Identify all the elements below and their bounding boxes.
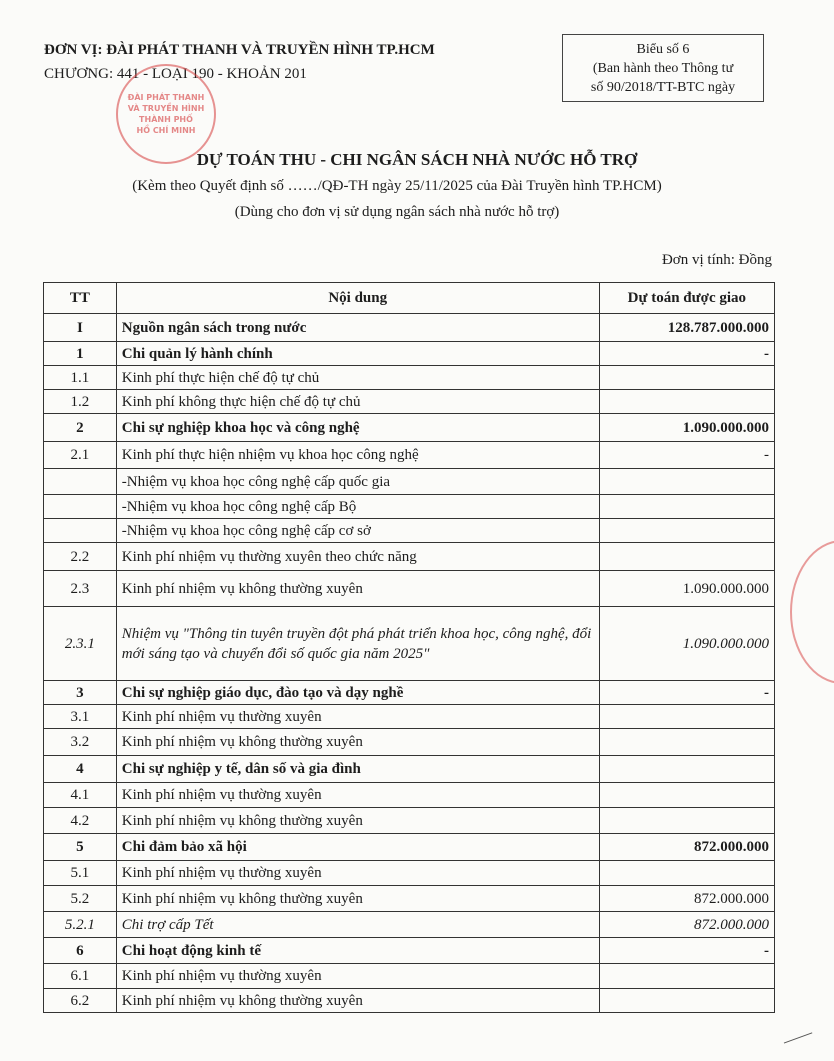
row-content: Chi sự nghiệp khoa học và công nghệ [116, 414, 599, 442]
row-content: Kinh phí nhiệm vụ thường xuyên [116, 783, 599, 808]
row-amount [599, 390, 774, 414]
form-basis-line2: số 90/2018/TT-BTC ngày [590, 80, 736, 95]
row-amount: 128.787.000.000 [599, 314, 774, 342]
row-number: 4.1 [44, 783, 117, 808]
form-number-box [562, 34, 764, 102]
table-row [44, 390, 775, 414]
table-body [44, 314, 775, 1013]
row-amount: 1.090.000.000 [599, 571, 774, 607]
row-content: Kinh phí nhiệm vụ không thường xuyên [116, 886, 599, 912]
row-content: Kinh phí thực hiện chế độ tự chủ [116, 366, 599, 390]
row-amount [599, 808, 774, 834]
row-number: I [44, 314, 117, 342]
row-number: 1.2 [44, 390, 117, 414]
row-amount: 872.000.000 [599, 912, 774, 938]
table-row [44, 469, 775, 495]
red-stamp: ĐÀI PHÁT THANH VÀ TRUYỀN HÌNH THÀNH PHỐ HỒ CHÍ MINH [116, 64, 216, 164]
row-amount [599, 495, 774, 519]
row-amount: - [599, 442, 774, 469]
row-number: 2.3 [44, 571, 117, 607]
row-content: Chi quản lý hành chính [116, 342, 599, 366]
row-number: 6.1 [44, 964, 117, 989]
organization-header [44, 38, 435, 86]
row-content: Kinh phí nhiệm vụ không thường xuyên [116, 808, 599, 834]
table-row [44, 989, 775, 1013]
table-row [44, 808, 775, 834]
table-row [44, 519, 775, 543]
signature-mark [778, 1015, 813, 1043]
header-amount: Dự toán được giao [599, 283, 774, 314]
row-content: Kinh phí nhiệm vụ thường xuyên theo chức năng [116, 543, 599, 571]
form-basis-line1: (Ban hành theo Thông tư [592, 61, 734, 76]
row-number: 2.1 [44, 442, 117, 469]
budget-table [43, 282, 775, 1013]
row-amount: - [599, 342, 774, 366]
row-amount: 872.000.000 [599, 834, 774, 861]
row-content: Kinh phí nhiệm vụ không thường xuyên [116, 571, 599, 607]
table-row [44, 366, 775, 390]
red-stamp-partial [790, 540, 834, 684]
row-amount [599, 756, 774, 783]
row-number: 1 [44, 342, 117, 366]
row-content: -Nhiệm vụ khoa học công nghệ cấp Bộ [116, 495, 599, 519]
row-number: 3.2 [44, 729, 117, 756]
row-content: Kinh phí nhiệm vụ thường xuyên [116, 964, 599, 989]
table-row [44, 314, 775, 342]
row-content: Chi trợ cấp Tết [116, 912, 599, 938]
row-amount [599, 469, 774, 495]
table-row [44, 571, 775, 607]
table-row [44, 607, 775, 681]
row-amount [599, 543, 774, 571]
table-row [44, 543, 775, 571]
row-number: 2.2 [44, 543, 117, 571]
row-number: 1.1 [44, 366, 117, 390]
row-number: 5 [44, 834, 117, 861]
table-row [44, 729, 775, 756]
row-number: 4 [44, 756, 117, 783]
row-amount [599, 519, 774, 543]
form-number: Biểu số 6 [636, 42, 690, 57]
row-content: Kinh phí nhiệm vụ không thường xuyên [116, 989, 599, 1013]
row-number [44, 495, 117, 519]
table-row [44, 912, 775, 938]
document-subtitle: (Kèm theo Quyết định số ……/QĐ-TH ngày 25/11/2025 của Đài Truyền hình TP.HCM) [132, 178, 662, 194]
row-content: Kinh phí thực hiện nhiệm vụ khoa học công nghệ [116, 442, 599, 469]
row-number: 5.2 [44, 886, 117, 912]
table-row [44, 495, 775, 519]
row-content: Chi sự nghiệp giáo dục, đào tạo và dạy nghề [116, 681, 599, 705]
header-content: Nội dung [116, 283, 599, 314]
document-subtitle-2: (Dùng cho đơn vị sử dụng ngân sách nhà nước hỗ trợ) [234, 204, 560, 220]
row-amount [599, 729, 774, 756]
table-row [44, 861, 775, 886]
row-content: Chi hoạt động kinh tế [116, 938, 599, 964]
row-amount: 1.090.000.000 [599, 414, 774, 442]
row-content: -Nhiệm vụ khoa học công nghệ cấp quốc gia [116, 469, 599, 495]
row-content: Kinh phí không thực hiện chế độ tự chủ [116, 390, 599, 414]
table-row [44, 681, 775, 705]
row-number: 4.2 [44, 808, 117, 834]
row-amount [599, 861, 774, 886]
row-number: 5.1 [44, 861, 117, 886]
row-number [44, 469, 117, 495]
row-number: 3.1 [44, 705, 117, 729]
row-amount [599, 366, 774, 390]
table-row [44, 783, 775, 808]
table-row [44, 886, 775, 912]
row-content: Nhiệm vụ "Thông tin tuyên truyền đột phá phát triển khoa học, công nghệ, đổi mới sáng tạo và chuyển đổi số quốc gia năm 2025" [116, 607, 599, 681]
table-row [44, 342, 775, 366]
table-row [44, 834, 775, 861]
row-content: Chi sự nghiệp y tế, dân số và gia đình [116, 756, 599, 783]
table-row [44, 442, 775, 469]
row-amount [599, 989, 774, 1013]
row-number [44, 519, 117, 543]
table-row [44, 705, 775, 729]
row-content: Kinh phí nhiệm vụ không thường xuyên [116, 729, 599, 756]
row-amount [599, 705, 774, 729]
row-content: Nguồn ngân sách trong nước [116, 314, 599, 342]
row-number: 3 [44, 681, 117, 705]
row-content: Kinh phí nhiệm vụ thường xuyên [116, 705, 599, 729]
currency-unit: Đơn vị tính: Đồng [661, 252, 772, 268]
row-amount: - [599, 681, 774, 705]
row-number: 2 [44, 414, 117, 442]
document-title: DỰ TOÁN THU - CHI NGÂN SÁCH NHÀ NƯỚC HỖ TRỢ [196, 150, 638, 169]
header-tt: TT [44, 283, 117, 314]
row-amount: - [599, 938, 774, 964]
row-content: Kinh phí nhiệm vụ thường xuyên [116, 861, 599, 886]
table-row [44, 756, 775, 783]
row-number: 5.2.1 [44, 912, 117, 938]
row-amount: 872.000.000 [599, 886, 774, 912]
unit-line: ĐƠN VỊ: ĐÀI PHÁT THANH VÀ TRUYỀN HÌNH TP.HCM [44, 42, 435, 58]
row-number: 6.2 [44, 989, 117, 1013]
row-number: 2.3.1 [44, 607, 117, 681]
row-amount [599, 783, 774, 808]
row-content: -Nhiệm vụ khoa học công nghệ cấp cơ sở [116, 519, 599, 543]
row-amount [599, 964, 774, 989]
row-amount: 1.090.000.000 [599, 607, 774, 681]
chapter-line: CHƯƠNG: 441 - LOẠI 190 - KHOẢN 201 [44, 66, 307, 82]
table-row [44, 414, 775, 442]
row-number: 6 [44, 938, 117, 964]
table-row [44, 938, 775, 964]
row-content: Chi đảm bảo xã hội [116, 834, 599, 861]
table-row [44, 964, 775, 989]
table-header-row [44, 283, 775, 314]
